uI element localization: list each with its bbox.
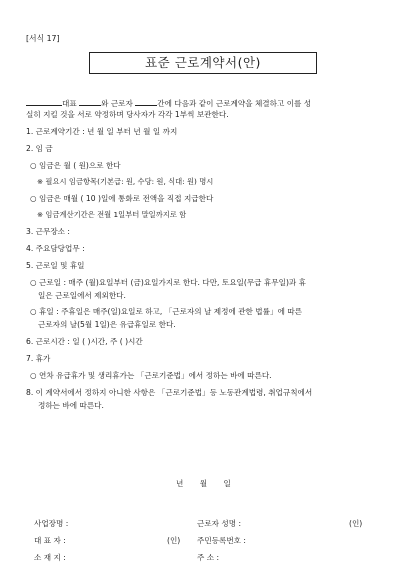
intro-line-2: 실히 지킬 것을 서로 약정하며 당사자가 각각 1부씩 보관한다.	[26, 110, 229, 119]
clause-wage-heading: 2. 임 금	[26, 144, 53, 153]
contract-date: 년 월 일	[176, 479, 231, 488]
workdays-line-1: ○ 근로일 : 매주 (월)요일부터 (금)요일가지로 한다. 다만, 토요일(무급 휴무일)과 휴	[30, 278, 306, 287]
document-title	[89, 52, 317, 74]
clause-other-matters-2: 정하는 바에 따른다.	[38, 401, 104, 410]
holidays-line-2: 근로자의 날(5월 1일)은 유급휴일로 한다.	[38, 320, 176, 329]
clause-workdays-heading: 5. 근로일 및 휴일	[26, 261, 85, 270]
clause-main-duties: 4. 주요담당업무 :	[26, 244, 85, 253]
company-name-blank	[26, 98, 62, 106]
worker-id-number-label: 주민등록번호 :	[197, 536, 246, 545]
wage-items-note: ※ 필요시 임금항목(기본급: 원, 수당: 원, 식대: 원) 명시	[37, 177, 214, 186]
clause-workplace: 3. 근무장소 :	[26, 227, 70, 236]
holidays-line-1: ○ 휴일 : 주휴일은 매주(일)요일로 하고, 「근로자의 날 제정에 관한 법률」에 따른	[30, 307, 302, 316]
employer-representative-label: 대 표 자 :	[34, 536, 66, 545]
employer-seal: (인)	[167, 536, 181, 545]
document-title-text: 표준 근로계약서(안)	[145, 54, 261, 70]
form-number-label: [서식 17]	[26, 34, 60, 43]
clause-contract-period: 1. 근로계약기간 : 년 월 일 부터 년 월 일 까지	[26, 127, 178, 136]
intro-line-1: 대표 와 근로자 간에 다음과 같이 근로계약을 체결하고 이를 성	[26, 98, 311, 108]
clause-other-matters-1: 8. 이 계약서에서 정하지 아니한 사항은 「근로기준법」등 노동관계법령, 취업규칙에서	[26, 388, 313, 397]
clause-working-hours: 6. 근로시간 : 일 ( )시간, 주 ( )시간	[26, 337, 143, 346]
wage-payment-day: ○ 임금은 매월 ( 10 )일에 통화로 전액을 직접 지급한다	[30, 194, 214, 203]
wage-monthly-amount: ○ 임금은 월 ( 원)으로 한다	[30, 161, 121, 170]
worker-address-label: 주 소 :	[197, 553, 220, 562]
workdays-line-2: 일은 근로일에서 제외한다.	[38, 291, 126, 300]
leave-rule: ○ 연차 유급휴가 및 생리휴가는 「근로기준법」에서 정하는 바에 따른다.	[30, 371, 272, 380]
wage-period-note: ※ 임금계산기간은 전월 1일부터 말일까지로 함	[37, 210, 187, 219]
worker-blank	[135, 98, 157, 106]
employer-address-label: 소 재 지 :	[34, 553, 66, 562]
employer-company-label: 사업장명 :	[34, 519, 69, 528]
representative-blank	[79, 98, 101, 106]
worker-seal: (인)	[349, 519, 363, 528]
clause-leave-heading: 7. 휴가	[26, 354, 51, 363]
worker-name-label: 근로자 성명 :	[197, 519, 242, 528]
